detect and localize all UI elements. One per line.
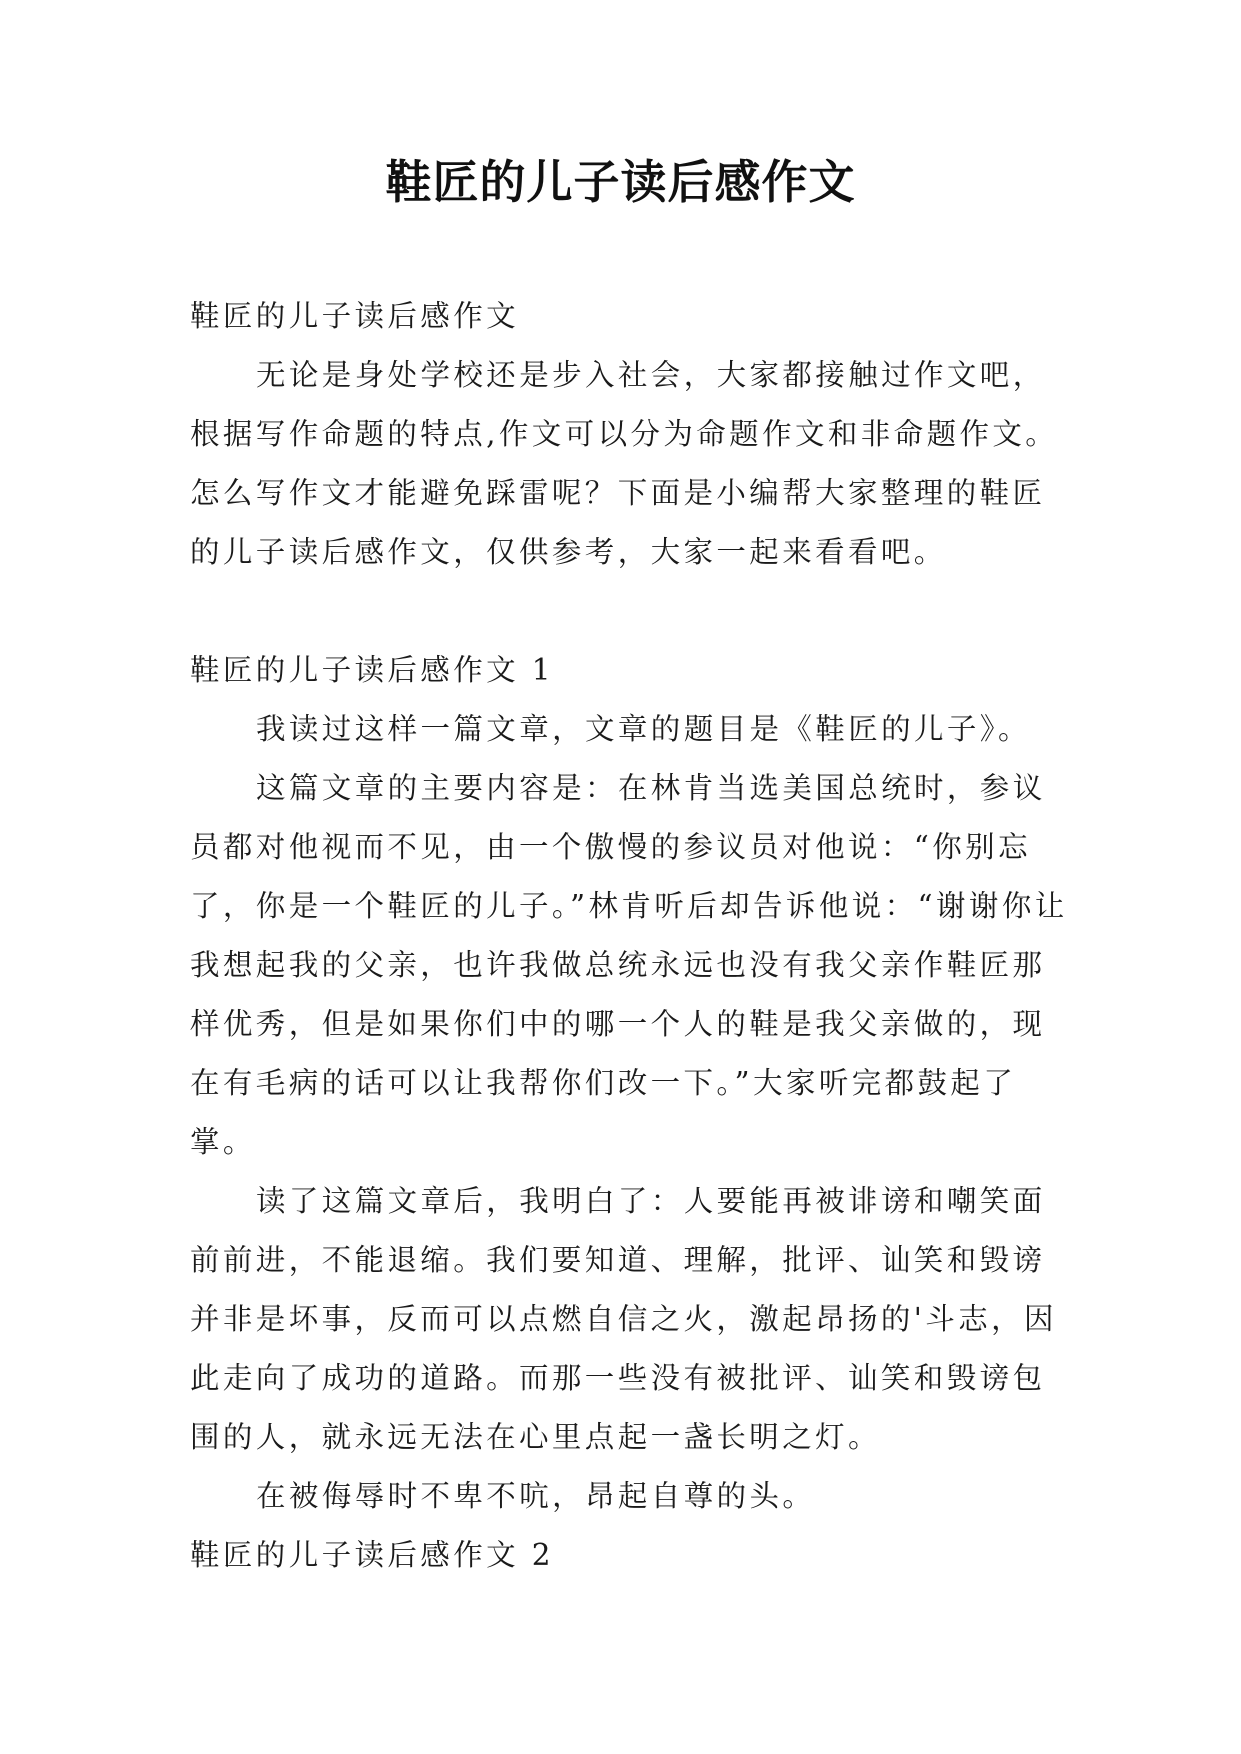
document-title: 鞋匠的儿子读后感作文 bbox=[385, 155, 856, 209]
section1-paragraph-3: 读了这篇文章后，我明白了：人要能再被诽谤和嘲笑面前前进，不能退缩。我们要知道、理解，批评、讪笑和毁谤并非是坏事，反而可以点燃自信之火，激起昂扬的'斗志，因此走向了成功的道路。而那一些没有被批评、讪笑和毁谤包围的人，就永远无法在心里点起一盏长明之灯。 bbox=[190, 1184, 1057, 1454]
section-spacer bbox=[190, 582, 1070, 641]
intro-heading: 鞋匠的儿子读后感作文 bbox=[190, 299, 520, 333]
section2-heading: 鞋匠的儿子读后感作文 2 bbox=[190, 1538, 554, 1572]
intro-paragraph: 无论是身处学校还是步入社会，大家都接触过作文吧，根据写作命题的特点,作文可以分为命题作文和非命题作文。怎么写作文才能避免踩雷呢？下面是小编帮大家整理的鞋匠的儿子读后感作文，仅供参考，大家一起来看看吧。 bbox=[190, 358, 1059, 569]
section1-heading: 鞋匠的儿子读后感作文 1 bbox=[190, 653, 554, 687]
section1-paragraph-1: 我读过这样一篇文章，文章的题目是《鞋匠的儿子》。 bbox=[256, 712, 1031, 746]
section1-paragraph-4: 在被侮辱时不卑不吭，昂起自尊的头。 bbox=[256, 1479, 816, 1513]
section1-paragraph-2: 这篇文章的主要内容是：在林肯当选美国总统时，参议员都对他视而不见，由一个傲慢的参议员对他说：“你别忘了，你是一个鞋匠的儿子。”林肯听后却告诉他说：“谢谢你让我想起我的父亲，也许我做总统永远也没有我父亲作鞋匠那样优秀，但是如果你们中的哪一个人的鞋是我父亲做的，现在有毛病的话可以让我帮你们改一下。”大家听完都鼓起了掌。 bbox=[190, 771, 1068, 1159]
document-body bbox=[190, 287, 1070, 1585]
